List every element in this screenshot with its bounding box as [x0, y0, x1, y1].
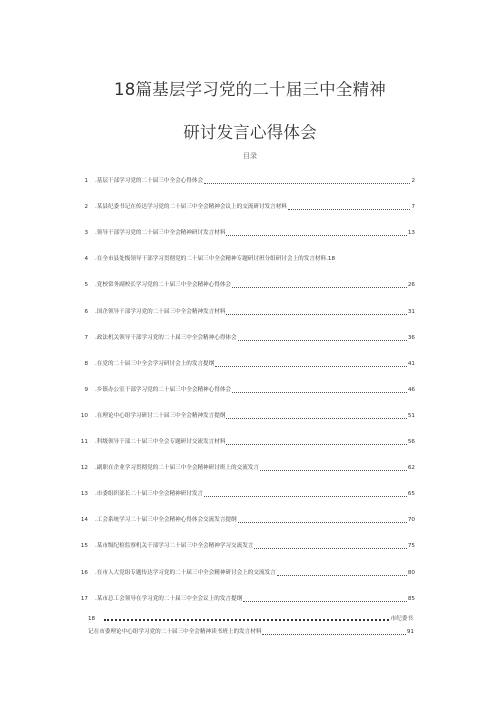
toc-leader-dots	[226, 413, 406, 419]
toc-entry-number: 6	[84, 308, 88, 315]
toc-entry-number: 1	[84, 178, 88, 184]
toc-entry-title: .市委组织部长二十届三中全会精神研讨发言	[95, 491, 204, 498]
toc-entry-number: 4	[84, 256, 88, 263]
toc-leader-dots	[232, 282, 407, 288]
toc-leader-dots	[243, 596, 407, 602]
toc-heading: 目录	[243, 152, 257, 160]
toc-leader-dots	[204, 178, 410, 184]
toc-entry-title-continuation: 记在市委理论中心组学习党的二十届三中全会精神读书班上的发言材料	[88, 629, 262, 635]
toc-leader-dots	[262, 629, 405, 635]
toc-entry-18[interactable]	[88, 614, 413, 624]
toc-entry[interactable]	[74, 254, 415, 264]
toc-entry-number: 18	[88, 616, 96, 622]
toc-entry-number: 5	[84, 282, 88, 289]
toc-entry-title: .某市级纪检监察机关干部学习二十届三中全会精神学习交流发言	[95, 543, 254, 550]
toc-entry-title: .科级领导干部二十届三中全会专题研讨交流发言材料	[95, 439, 226, 445]
toc-entry-page: 70	[407, 517, 415, 524]
toc-entry-number: 8	[84, 360, 88, 367]
toc-entry[interactable]	[74, 280, 415, 290]
toc-leader-dots	[277, 570, 407, 576]
toc-entry-title: .在党的二十届三中全会学习研讨会上的发言提纲	[95, 360, 215, 367]
toc-leader-dots	[104, 619, 389, 621]
toc-entry-number: 15	[80, 543, 88, 550]
toc-entry-page: 41	[407, 360, 415, 367]
document-title-line2: 研讨发言心得体会	[183, 123, 317, 142]
toc-entry[interactable]	[74, 411, 415, 421]
toc-leader-dots	[204, 491, 407, 497]
toc-entry[interactable]	[74, 359, 415, 369]
toc-leader-dots	[215, 361, 407, 367]
toc-entry-page: 51	[407, 412, 415, 419]
document-title-line1: 18篇基层学习党的二十届三中全精神	[114, 80, 386, 99]
toc-entry-number: 14	[80, 517, 88, 524]
toc-entry-page: 56	[407, 439, 415, 445]
toc-entry-title: .工会系统学习二十届三中全会精神心得体会交流发言提纲	[95, 517, 237, 524]
toc-entry-page: 2	[411, 178, 415, 184]
toc-entry-title: .国企领导干部学习党的二十届三中全会精神发言材料	[95, 308, 226, 315]
toc-leader-dots	[232, 387, 407, 393]
toc-entry-title-start: 市纪委书	[390, 616, 413, 622]
toc-entry[interactable]	[74, 515, 415, 525]
toc-entry-page: 31	[407, 308, 415, 315]
toc-entry[interactable]	[74, 385, 415, 395]
toc-entry-number: 11	[80, 439, 88, 445]
toc-entry[interactable]	[74, 437, 415, 447]
toc-entry-page: 91	[406, 629, 414, 635]
toc-entry-number: 13	[80, 491, 88, 498]
toc-entry-title: .某县纪委书记在传达学习党的二十届三中全会精神会议上的交流研讨发言材料	[95, 204, 287, 211]
toc-leader-dots	[238, 517, 407, 523]
toc-entry-number: 3	[84, 230, 88, 237]
toc-entry-title: .副职在企业学习贯彻党的二十届三中全会精神研讨班上的交流发言	[95, 465, 259, 472]
toc-entry-number: 9	[84, 386, 88, 393]
toc-entry-page: 85	[407, 595, 415, 602]
toc-entry-number: 2	[84, 204, 88, 211]
toc-entry-page: 62	[407, 465, 415, 472]
toc-leader-dots	[226, 230, 406, 236]
toc-entry[interactable]	[74, 307, 415, 317]
toc-entry-page: 13	[407, 230, 415, 237]
toc-entry[interactable]	[74, 228, 415, 238]
toc-leader-dots	[226, 309, 406, 315]
toc-entry-page: 36	[407, 334, 415, 341]
toc-entry[interactable]	[74, 541, 415, 551]
toc-entry-title: .乡镇办公室干部学习党的二十届三中全会精神心得体会	[95, 386, 232, 393]
toc-leader-dots	[288, 204, 410, 210]
toc-entry[interactable]	[74, 594, 415, 604]
toc-entry-page: 26	[407, 282, 415, 289]
toc-entry-title: .基层干部学习党的二十届三中全会心得体会	[95, 178, 204, 184]
toc-leader-dots	[260, 465, 407, 471]
toc-entry-page: 7	[411, 204, 415, 211]
toc-entry-title: .在全市县处级领导干部学习贯彻党的二十届三中全会精神专题研讨班分组研讨会上的发言材料.18	[95, 256, 336, 263]
toc-entry-number: 12	[80, 465, 88, 472]
toc-entry[interactable]	[74, 463, 415, 473]
toc-entry-page: 46	[407, 386, 415, 393]
toc-entry-page: 65	[407, 491, 415, 498]
toc-entry-page: 75	[407, 543, 415, 550]
toc-entry-18-continuation[interactable]	[88, 627, 414, 637]
toc-entry-number: 16	[80, 569, 88, 576]
toc-entry-number: 10	[80, 412, 88, 419]
toc-leader-dots	[254, 543, 406, 549]
toc-entry[interactable]	[74, 202, 415, 212]
toc-entry[interactable]	[74, 568, 415, 578]
toc-entry-title: .政法机关领导干部学习党的二十届三中全会精神心得体会	[95, 334, 237, 341]
toc-entry-title: .党校常务副校长学习党的二十届三中全会精神心得体会	[95, 282, 232, 289]
toc-entry-title: .某市总工会领导在学习党的二十届三中全会议上的发言提纲	[95, 595, 243, 602]
toc-entry[interactable]	[74, 489, 415, 499]
toc-entry-number: 7	[84, 334, 88, 341]
toc-leader-dots	[226, 439, 406, 445]
toc-entry-title: .在市人大党组专题传达学习党的二十届三中全会精神研讨会上的交流发言	[95, 569, 276, 576]
toc-entry-page: 80	[407, 569, 415, 576]
toc-entry-number: 17	[80, 595, 88, 602]
toc-entry-title: .在理论中心组学习研讨二十届三中全会精神发言提纲	[95, 412, 226, 419]
toc-entry[interactable]	[74, 333, 415, 343]
toc-leader-dots	[238, 335, 407, 341]
toc-entry-title: .领导干部学习党的二十届三中全会精神研讨发言材料	[95, 230, 226, 237]
toc-entry[interactable]	[74, 176, 415, 186]
